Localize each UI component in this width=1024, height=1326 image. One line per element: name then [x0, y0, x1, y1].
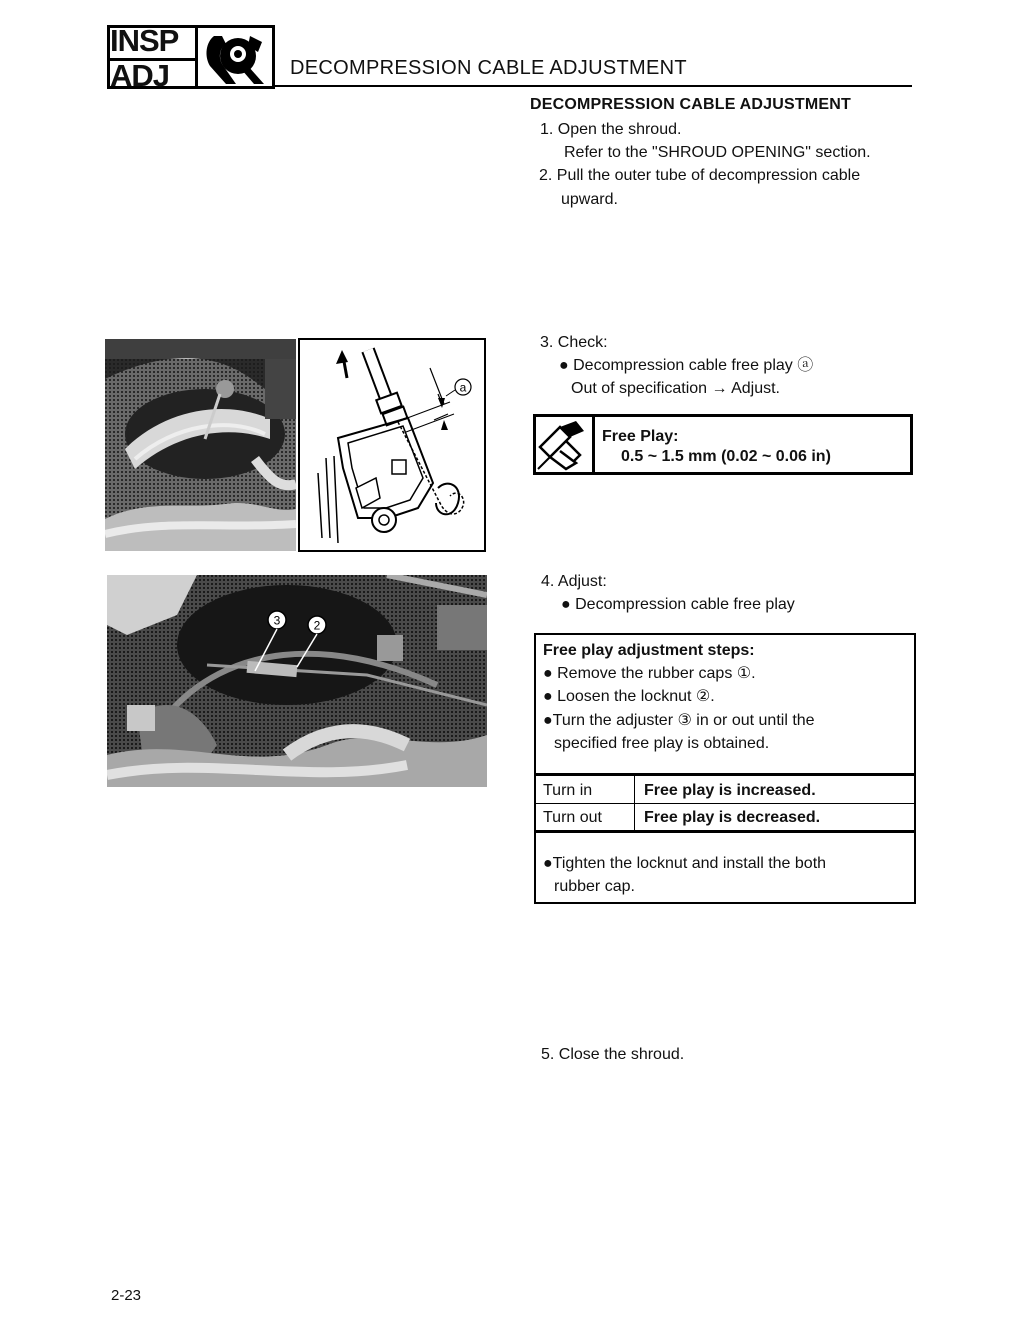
spec-value: 0.5 ~ 1.5 mm (0.02 ~ 0.06 in) [621, 448, 831, 465]
diagram-cable-free-play [298, 338, 486, 552]
spec-label: Free Play: [602, 428, 679, 445]
table-row-1-action: Turn in [543, 782, 593, 799]
section-title: DECOMPRESSION CABLE ADJUSTMENT [530, 96, 851, 113]
photo-adjuster [107, 575, 487, 787]
page-title: DECOMPRESSION CABLE ADJUSTMENT [290, 57, 687, 79]
photo-cable-closeup [105, 339, 296, 551]
table-row-1-result: Free play is increased. [644, 782, 816, 799]
header-rule [275, 85, 912, 87]
step-1-note: Refer to the "SHROUD OPENING" section. [564, 144, 871, 161]
caliper-icon [536, 417, 595, 472]
adjust-bullet-3-line2: specified free play is obtained. [554, 735, 770, 752]
header-divider [195, 25, 198, 89]
step-3-note: Out of specification → Adjust. [571, 380, 780, 397]
table-mid-rule [534, 803, 916, 804]
step-3: 3. Check: [540, 334, 608, 351]
step-4-bullet: ● Decompression cable free play [561, 596, 795, 613]
table-col-divider [634, 775, 635, 831]
callout-2-label: 2 [313, 618, 321, 633]
callout-a-label: a [459, 380, 467, 395]
step-1: 1. Open the shroud. [540, 121, 682, 138]
callout-3-label: 3 [273, 613, 281, 628]
adjustment-steps-title: Free play adjustment steps: [543, 642, 755, 659]
wrench-icon [202, 30, 270, 86]
table-bottom-rule [534, 830, 916, 833]
step-3-bullet: ● Decompression cable free play ⓐ [559, 357, 814, 374]
header-tag-adj: ADJ [110, 58, 195, 91]
table-top-rule [534, 773, 916, 776]
adjust-bullet-1: ● Remove the rubber caps ①. [543, 665, 756, 682]
page-number: 2-23 [111, 1287, 142, 1304]
step-2-line1: 2. Pull the outer tube of decompression cable [539, 167, 861, 184]
table-row-2-result: Free play is decreased. [644, 809, 821, 826]
table-row-2-action: Turn out [543, 809, 602, 826]
step-2-line2: upward. [561, 191, 618, 208]
adjust-bullet-4-line2: rubber cap. [554, 878, 635, 895]
header-tag-insp: INSP [110, 23, 179, 58]
adjust-bullet-3-line1: ●Turn the adjuster ③ in or out until the [543, 712, 815, 729]
step-5: 5. Close the shroud. [541, 1046, 685, 1063]
adjust-bullet-2: ● Loosen the locknut ②. [543, 688, 715, 705]
adjust-bullet-4-line1: ●Tighten the locknut and install the both [543, 855, 827, 872]
step-4: 4. Adjust: [541, 573, 607, 590]
